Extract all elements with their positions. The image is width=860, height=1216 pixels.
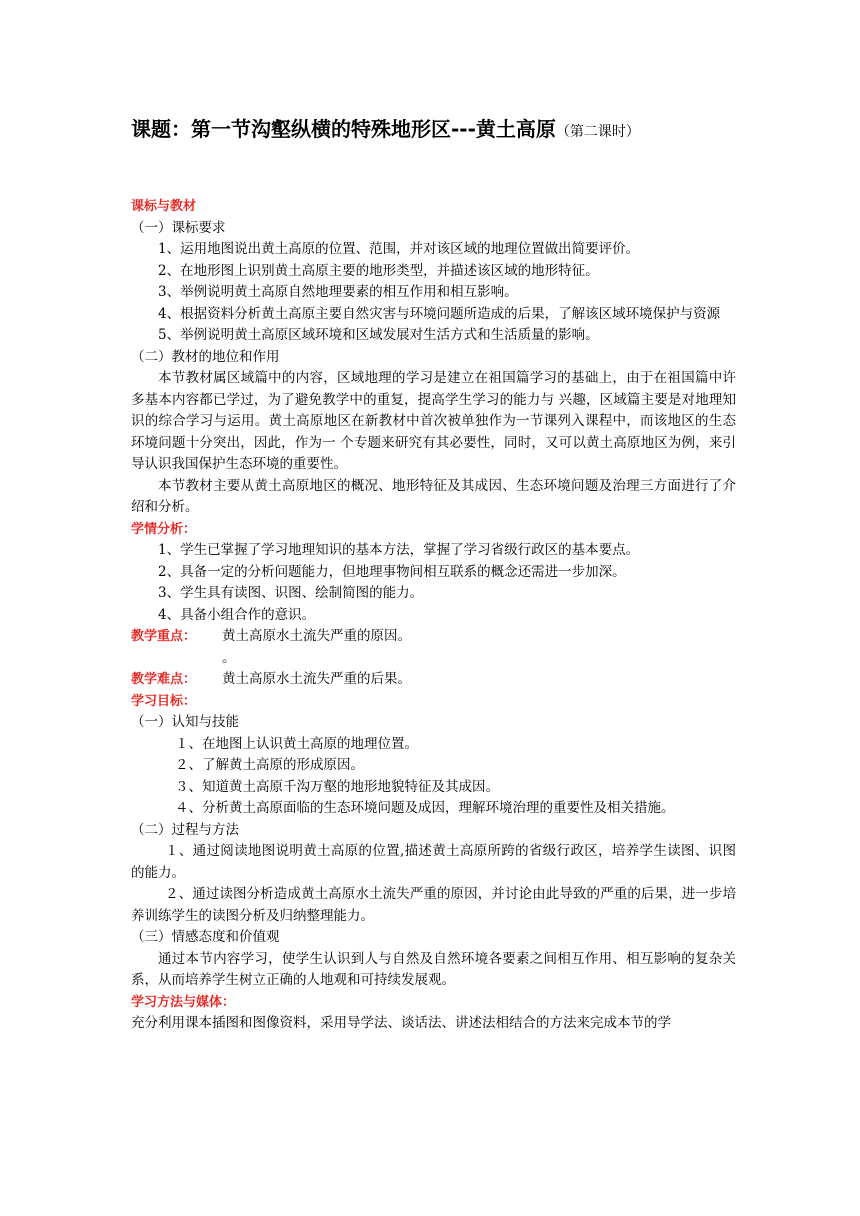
- difficulty-row: [131, 669, 736, 691]
- document-body: [131, 196, 736, 1035]
- key-point-value: 黄土高原水土流失严重的原因。: [222, 628, 411, 644]
- subheading-attitudes-values: （三）情感态度和价值观: [131, 929, 280, 945]
- difficulty-value: 黄土高原水土流失严重的后果。: [222, 671, 411, 687]
- difficulty-label: 教学难点：: [131, 672, 197, 687]
- list-item: 1、学生已掌握了学习地理知识的基本方法，掌握了学习省级行政区的基本要点。: [158, 542, 640, 558]
- list-item: １、在地图上认识黄土高原的地理位置。: [175, 735, 418, 752]
- lesson-title: [131, 114, 811, 147]
- list-item: 1、运用地图说出黄土高原的位置、范围，并对该区域的地理位置做出简要评价。: [158, 241, 640, 257]
- list-item: 3、学生具有读图、识图、绘制简图的能力。: [158, 585, 424, 601]
- section-heading-objectives: 学习目标：: [131, 693, 197, 709]
- list-item: 3、举例说明黄土高原自然地理要素的相互作用和相互影响。: [158, 284, 518, 300]
- lesson-title-main: 课题：第一节沟壑纵横的特殊地形区---黄土高原: [131, 117, 556, 141]
- list-item: 2、具备一定的分析问题能力，但地理事物间相互联系的概念还需进一步加深。: [158, 563, 626, 580]
- list-item: ２、了解黄土高原的形成原因。: [175, 757, 364, 773]
- key-point-row: [131, 626, 736, 648]
- subheading-standards-requirements: （一）课标要求: [131, 219, 226, 236]
- paragraph-textbook-content: 本节教材主要从黄土高原地区的概况、地形特征及其成因、生态环境问题及治理三方面进行了介绍和分析。: [131, 477, 736, 515]
- section-heading-methods: 学习方法与媒体：: [131, 994, 236, 1010]
- paragraph-methods: 充分利用课本插图和图像资料，采用导学法、谈话法、讲述法相结合的方法来完成本节的学: [131, 1015, 671, 1031]
- list-item: ４、分析黄土高原面临的生态环境问题及成因，理解环境治理的重要性及相关措施。: [175, 800, 675, 816]
- list-item: １、通过阅读地图说明黄土高原的位置,描述黄土高原所跨的省级行政区，培养学生读图、识图的能力。: [131, 843, 736, 881]
- list-item: ２、通过读图分析造成黄土高原水土流失严重的原因，并讨论由此导致的严重的后果，进一步培养训练学生的读图分析及归纳整理能力。: [131, 886, 736, 924]
- subheading-textbook-role: （二）教材的地位和作用: [131, 348, 280, 365]
- key-point-extra: 。: [222, 649, 236, 666]
- list-item: 5、举例说明黄土高原区域环境和区域发展对生活方式和生活质量的影响。: [158, 327, 599, 343]
- section-heading-students: 学情分析：: [131, 521, 197, 537]
- list-item: 4、根据资料分析黄土高原主要自然灾害与环境问题所造成的后果，了解该区域环境保护与资源: [158, 305, 721, 322]
- paragraph-textbook-role: 本节教材属区域篇中的内容，区域地理的学习是建立在祖国篇学习的基础上，由于在祖国篇中许多基本内容都已学过，为了避免教学中的重复，提高学生学习的能力与 兴趣，区域篇主要是对地理知识的综合学习与运用。黄土高原地区在新教材中首次被单独作为一节课列入课程中，而该地区的生态环境问题十分突出，因此，作为一 个专题来研究有其必要性，同时，又可以黄土高原地区为例，来引导认识我国保护生态环境的重要性。: [131, 370, 736, 472]
- subheading-cognition-skills: （一）认知与技能: [131, 714, 239, 730]
- list-item: ３、知道黄土高原千沟万壑的地形地貌特征及其成因。: [175, 778, 499, 795]
- key-point-label: 教学重点：: [131, 629, 197, 644]
- section-heading-standards: 课标与教材: [131, 199, 197, 214]
- subheading-process-methods: （二）过程与方法: [131, 821, 239, 838]
- lesson-title-sub: （第二课时）: [555, 124, 640, 140]
- list-item: 4、具备小组合作的意识。: [158, 606, 316, 623]
- list-item: 2、在地形图上识别黄土高原主要的地形类型，并描述该区域的地形特征。: [158, 262, 599, 279]
- paragraph-attitudes-values: 通过本节内容学习，使学生认识到人与自然及自然环境各要素之间相互作用、相互影响的复杂关系，从而培养学生树立正确的人地观和可持续发展观。: [131, 950, 736, 988]
